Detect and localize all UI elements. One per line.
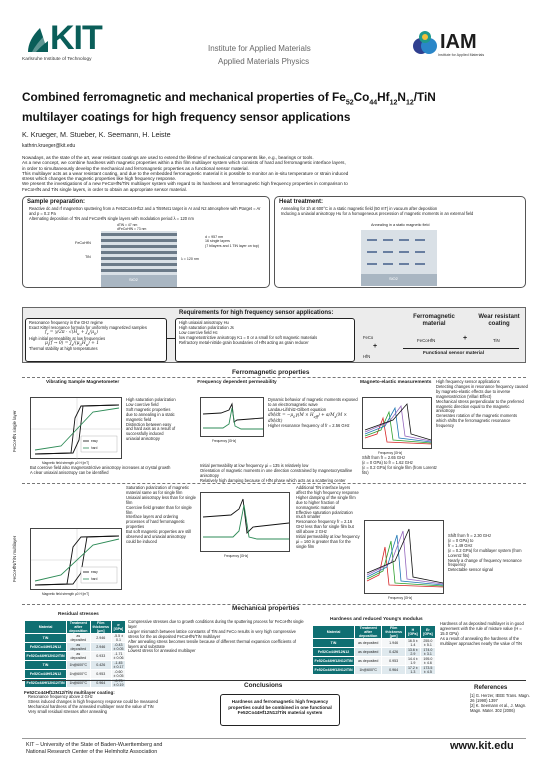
connector-arrow (167, 338, 175, 339)
vsm-plot-multilayer (30, 528, 122, 590)
table-row (25, 643, 126, 652)
table-cell: 16.5 ± 1.4 (406, 639, 421, 648)
column-title-vsm: Vibrating Sample Magnetometer (46, 380, 120, 385)
table-cell: Fe52Co44Hf12N12 (313, 648, 355, 657)
bullet: Detecting changes in resonance frequency caused by magneto-elastic effects due to inverse magnetostriction (Villari Effect) (436, 383, 528, 399)
multilayer-schematic (101, 231, 177, 287)
conclusions-box (220, 694, 340, 726)
bullet: High frequency sensor applications (436, 379, 500, 384)
table-row (313, 648, 436, 657)
table-cell: 174.0 ± 3.1 (420, 648, 435, 657)
title-part: Combined ferromagnetic and mechanical properties of Fe (22, 90, 346, 104)
summary (24, 690, 204, 715)
feco-label: FeCo (363, 335, 374, 340)
vsm-plot-single (30, 397, 122, 459)
bullet: After annealing stress becomes tensile because of different thermal expansion coefficients of layers and substrate (128, 638, 297, 649)
table-cell: 17.2 ± 1.3 (406, 666, 421, 675)
x-axis-label: Frequency [GHz] (212, 439, 237, 443)
legend-easy: easy (91, 570, 98, 574)
summary-title: Fe52Co44Hf12N12/TiN multilayer coating: (24, 690, 115, 695)
bullet: Mechanical stress perpendicular to the preferred magnetic direction equal to the magnetic anisotropy (436, 398, 524, 414)
bullet: Lowest stress for annealed multilayer (128, 648, 196, 654)
table-row (25, 652, 126, 661)
requirement-item: Resonance frequency in the GHz regime (29, 320, 103, 325)
title-sub: 12 (389, 99, 398, 107)
title-sub: 52 (345, 99, 354, 107)
x-axis-label: Frequency [GHz] (388, 596, 413, 600)
substrate-label: SiO2 (129, 277, 138, 282)
table-cell: Fe52Co44Hf12N12/TiN (25, 679, 67, 688)
institute-line2: Applied Materials Physics (218, 57, 310, 66)
hardness-bullets (440, 622, 528, 647)
table-cell: 1.946 (382, 639, 406, 648)
section-title: Sample preparation: (27, 199, 86, 205)
kit-logo-icon (22, 22, 50, 54)
table-header: Material (25, 621, 67, 634)
intro-line: Nowadays, as the state of the art, wear resistant coatings are used to extend the lifetime of mechanical components like, e.g., bearings or tools. (22, 155, 314, 160)
requirements-middle-box (175, 318, 355, 362)
sample-preparation-section (22, 196, 270, 288)
institute-line1: Institute for Applied Materials (208, 44, 311, 53)
hysteresis-curve (31, 398, 123, 460)
kit-logo-text: KIT (50, 19, 102, 57)
section-title: Conclusions (244, 682, 283, 689)
bullet: Shift from fr = 2.65 GHz (362, 455, 406, 460)
iam-logo-text: IAM (440, 31, 477, 53)
bullet: Shift from fr = 2.30 GHz (448, 533, 492, 538)
bullet: Higher damping of the single film due to higher fraction of nonmagnetic material (296, 494, 356, 510)
table-row (25, 634, 126, 643)
title-part: N (397, 90, 406, 104)
annealing-caption: Annealing in a static magnetic field (371, 223, 430, 227)
table-cell: 0.426 (90, 661, 111, 670)
bullet: Coercive field greater than for single film (126, 504, 192, 515)
bullet: Additional TiN interface layers affect the high frequency response (296, 485, 359, 495)
bullet: Mechanical hardness of the annealed multilayer near the value of TiN (28, 703, 154, 709)
bullet: (ε = 0.2 GPa) for single film (from Lorentz fits) (362, 464, 437, 475)
bullet: High saturation polarization (126, 397, 176, 402)
hardness-title: Hardness and reduced Young's modulus (330, 617, 423, 622)
plus-icon: + (463, 335, 468, 342)
table-cell: 1h@600°C (67, 661, 90, 670)
table-header: H [GPa] (406, 626, 421, 639)
requirement-item: Thermal stability at high temperatures (29, 346, 98, 352)
mag1-shift (362, 456, 438, 476)
hysteresis-curve (31, 529, 123, 591)
table-row (25, 661, 126, 670)
title-line2: multilayer coatings for high frequency sensor applications (22, 110, 351, 125)
bullet: Nearly a change of frequency resonance frequency (448, 557, 522, 568)
bullet: But soft magnetic properties are still observed and uniaxial anisotropy could be induced (126, 529, 192, 544)
bullet: Very small residual stresses after annealing (28, 708, 107, 714)
divider (22, 483, 526, 484)
bullet: Resonance frequency fr = 2.16 GHz less than for single film but still above 2 GHz (296, 519, 354, 535)
section-title: References (474, 684, 508, 691)
modulation-period: λ = 120 nm (181, 257, 199, 261)
freq1-bottom-bullets (200, 464, 358, 484)
magnetoelastic-curves (363, 398, 433, 450)
legend-hard: hard (91, 577, 98, 581)
section-title: Requirements for high frequency sensor applications: (179, 310, 334, 316)
mag2-shift (448, 534, 528, 573)
hardness-table (312, 625, 436, 675)
intro-line: As a new concept, we combine hardness with magnetic properties within a thin film multilayer system which consists of hard and ferromagnetic interface layers, (22, 160, 346, 166)
table-cell: as deposited (67, 643, 90, 652)
requirement-item: Refractory metal-nitride grain boundaries of HfN acting as grain reducer (179, 339, 309, 345)
bullet: Soft magnetic properties due to annealing in a static magnetic field (126, 406, 175, 422)
table-header: Er [GPa] (420, 626, 435, 639)
llg-equation: $dM/dt = -\mu_0\gamma(M \times H_{eff}) + \alpha/M_s(M \times dM/dt)$ (268, 411, 348, 424)
magnetoelastic-curves (365, 521, 445, 595)
requirement-item: High initial permeability at low frequencies (29, 335, 106, 341)
sample-bullet: Reactive dc and rf magnetron sputtering from a Fe52Co44Hf12 and a Ti59N41 target in Ar and N2 atmosphere with Ptarget = Ar and p = 0.2 Pa (29, 206, 261, 216)
legend-easy: easy (91, 439, 98, 443)
x-axis-label: Magnetic field strength μ0 H [mT] (42, 461, 90, 465)
table-cell: Fe52Co44Hf12N12 (25, 643, 67, 652)
table-cell: -0.43 ± 0.05 (111, 643, 125, 652)
requirement-item: High saturation polarization Js (179, 324, 234, 330)
table-cell: TiN (25, 634, 67, 643)
footer-text (26, 742, 162, 756)
vsm1-bottom-bullets (30, 466, 190, 476)
vsm2-bullets (126, 486, 196, 545)
bullet: Relatively high damping because of HfN phase which acts as a scattering center (200, 477, 346, 483)
wear-resistant-heading: Wear resistant coating (478, 314, 520, 327)
authors: K. Krueger, M. Stueber, K. Seemann, H. Leiste (22, 130, 171, 139)
annealing-schematic (361, 230, 437, 286)
title-sub: 44 (369, 99, 378, 107)
table-cell: 0.964 (90, 679, 111, 688)
plus-icon: + (373, 343, 378, 350)
bullet: Low coercive field (126, 401, 159, 407)
sample-info-line: d = 957 nm (205, 235, 224, 239)
kittel-formula: $f_r = \gamma/2\pi \cdot √(H_u + J_s/\mu_0)$ (45, 329, 99, 336)
table-header: Material (313, 626, 355, 639)
sample-info-line: 16 single layers (205, 239, 230, 244)
bullet: Compressive stresses due to growth conditions during the sputtering process for FeCoHfN single layer (128, 619, 304, 629)
sample-info-line: (7 bilayers and 1 TiN layer on top) (205, 243, 259, 248)
bullet: fr = 1.49 GHz (448, 542, 473, 548)
bullet: As a result of annealing the hardness of the multilayer approaches nearly the value of TiN (440, 635, 522, 646)
requirement-item: Low coercive field Hc (179, 329, 218, 335)
references-list (470, 694, 530, 714)
bullet: Effective saturation polarization much smaller (296, 509, 353, 520)
table-cell: 0.964 (382, 666, 406, 675)
intro-line: We present the investigations of a new FeCoHfN/TiN multilayer system with regard to its hardness and ferromagnetic high frequency properties in comparison to (22, 181, 348, 187)
permeability-plot-single (200, 397, 264, 437)
table-cell: as deposited (355, 657, 382, 666)
table-cell: 0.426 (382, 648, 406, 657)
table-header: Film thickness [μm] (90, 621, 111, 634)
table-cell: Fe52Co44Hf12N12/TiN (313, 657, 355, 666)
functional-material-label: Functional sensor material (423, 351, 485, 356)
x-axis-label: Frequency [GHz] (224, 554, 249, 558)
bullet: Uniaxial anisotropy less than for single film (126, 494, 196, 505)
divider (22, 377, 526, 378)
bullet: Detectable sensor signal (448, 567, 493, 573)
column-title-magnetoelastic: Magneto-elastic measurements (360, 380, 432, 385)
title-part: Hf (377, 90, 390, 104)
bullet: Generates rotation of the magnetic moments which shifts the ferromagnetic resonance frequency (436, 413, 518, 429)
title-part: /TiN (413, 90, 436, 104)
sample-bullet: Alternating deposition of TiN and FeCoHfN single layers with modulation period λ = 120 nm (29, 215, 194, 221)
introduction (22, 155, 530, 192)
freq2-bullets (296, 486, 360, 550)
footer-divider (22, 738, 526, 739)
table-row (313, 666, 436, 675)
legend-hard: hard (91, 446, 98, 450)
row-label-single-layer: FeCoHfN single layer (12, 410, 17, 452)
residual-stress-bullets (128, 620, 306, 654)
bullet: (ε = 0 GPa) to (448, 537, 474, 543)
ferromagnetic-material-heading: Ferromagnetic material (413, 314, 455, 327)
table-cell: TiN (25, 661, 67, 670)
bullet: (ε = 0.2 GPa) for multilayer system (from Lorentz fits) (448, 547, 522, 558)
table-cell: TiN (313, 639, 355, 648)
footer-url-link[interactable]: www.kit.edu (450, 740, 514, 752)
sample-info (205, 235, 259, 248)
title-part: Co (353, 90, 370, 104)
hfn-label: HfN (363, 354, 371, 359)
bullet: Orientation of magnetic moments in one direction constrained by magnetocrystalline anisotropy (200, 467, 353, 478)
table-cell: -0.60 ± 0.05 (111, 670, 125, 679)
heat-bullet: Annealing for 1h at 600°C in a static magnetic field (50 mT) in vacuum after deposition (281, 206, 438, 211)
magnetoelastic-plot-single (362, 397, 432, 449)
iam-logo-subtitle: Institute for Applied Materials (438, 53, 485, 57)
intro-line: FeCoHfN and TiN single layers, in order to obtain an appropriate sensor material. (22, 186, 187, 192)
column-title-permeability: Frequency dependent permeability (197, 380, 277, 385)
section-title: Ferromagnetic properties (232, 369, 310, 376)
table-cell: Fe52Co44Hf12N12/TiN (25, 652, 67, 661)
title-sub: 12 (405, 99, 414, 107)
bullet: Resonance frequency above 2 GHz (28, 694, 93, 699)
table-cell: 14.4 ± 1.9 (406, 657, 421, 666)
table-row (313, 639, 436, 648)
heat-bullet: Inducing a uniaxial anisotropy Hu for a homogeneous precession of magnetic moments in an external field (281, 210, 474, 216)
bullet: Hardness of as deposited multilayer is in good agreement with the rule of mixture value (H = 15.0 GPa) (440, 621, 524, 636)
section-title: Mechanical properties (232, 605, 300, 612)
divider (22, 680, 526, 681)
kit-logo-subtitle: Karlsruhe Institute of Technology (22, 57, 92, 62)
divider (403, 348, 519, 349)
bullet: (ε = 0 GPa) to fr = 1.62 GHz (362, 459, 413, 465)
table-cell: 2.946 (90, 643, 111, 652)
table-cell: Fe52Co44Hf12N12/TiN (313, 666, 355, 675)
table-header: Treatment after deposition (355, 626, 382, 639)
x-axis-label: Frequency [GHz] (378, 451, 403, 455)
bullet: Saturation polarization of magnetic material same as for single film (126, 485, 190, 495)
residual-stress-title: Residual stresses (58, 612, 99, 617)
bullet: Dynamic behavior of magnetic moments exposed to an electromagnetic wave (268, 397, 358, 407)
permeability-formula: $\mu_i(f \to 0) = J_s/(\mu_0H_u) + 1$ (45, 340, 100, 347)
table-header: Treatment after deposition (67, 621, 90, 634)
residual-stress-table (24, 620, 126, 688)
bullet: Larger mismatch between lattice constants of TiN and FeCo results in very high compressive stress for the as deposited FeCoHfN/TiN multilayer (128, 628, 296, 639)
table-cell: Fe52Co44Hf12N12 (25, 670, 67, 679)
table-header: σ [GPa] (111, 621, 125, 634)
reference-item: [1] G. Herzer, IEEE Trans. Magn. 26 (1990) 1397 (470, 693, 530, 703)
bullet: But coercive field also magnetostrictive anisotropy increases at crystal growth (30, 465, 171, 470)
heat-treatment-section (274, 196, 526, 288)
table-cell: 0.953 (90, 670, 111, 679)
bullet: Initial permeability at low frequency μi = 135 is relatively low (200, 463, 309, 468)
bullet: A clear uniaxial anisotropy can be identified (30, 469, 109, 475)
requirements-section (22, 307, 526, 363)
table-cell: -0.73 ± 0.19 (111, 679, 125, 688)
requirement-item: High uniaxial anisotropy Hu (179, 320, 229, 325)
table-cell: 255.0 ± 5.1 (420, 639, 435, 648)
table-row (25, 670, 126, 679)
table-header: Film thickness [μm] (382, 626, 406, 639)
reference-item: [2] K. Seemann et al., J. Magn. Magn. Mater. 302 (2006) (470, 702, 527, 713)
table-cell: as deposited (67, 634, 90, 643)
freq1-bullets (268, 398, 358, 429)
row-label-multilayer: FeCoHfN/TiN multilayer (12, 535, 17, 582)
table-cell: 1h@600°C (355, 666, 382, 675)
author-email[interactable]: kathrin.krueger@kit.edu (22, 143, 76, 149)
table-cell: -1.71 ± 0.06 (111, 652, 125, 661)
poster-title (22, 90, 526, 125)
table-cell: 195.0 ± 4.6 (420, 657, 435, 666)
footer-line: KIT – University of the State of Baden-Wuerttemberg and (26, 742, 163, 748)
conclusions-text: Hardness and ferromagnetic high frequency properties could be combined in one functional Fe52Co44Hf12N12/TiN material system (228, 699, 332, 716)
vsm1-bullets (126, 398, 178, 442)
requirement-item: low magnetostrictive anisotropy K1 = 0 or a small for soft magnetic materials (179, 334, 318, 340)
table-cell: 1h@600°C (67, 679, 90, 688)
table-row (313, 657, 436, 666)
intro-line: This multilayer acts as a wear resistant coating, and due to the embedded ferromagnetic material it is possible to monitor an in-situ temperature or strain induced (22, 170, 349, 176)
requirement-item: Exact Kittel resonance formula for uniformly magnetized samples (29, 324, 147, 330)
bullet: Distinction between easy and hard axis as a result of successfully induced uniaxial anisotropy (126, 421, 176, 442)
magnetic-moments-icon (361, 230, 437, 274)
bullet: Landau-Lifshitz-Gilbert equation (268, 406, 327, 412)
requirements-left-box (25, 318, 167, 362)
table-cell: 173.5 ± 4.5 (420, 666, 435, 675)
footer-line: National Research Center of the Helmholtz Association (26, 749, 158, 755)
bullet: Initial permeability at low frequency μi = 160 is greater than for the single film (296, 534, 360, 549)
intro-line: stress which changes the magnetic properties like high frequency response. (22, 176, 177, 182)
table-cell: 1h@600°C (67, 670, 90, 679)
table-cell: 0.953 (382, 657, 406, 666)
fecohfn-label: FeCoHfN (417, 338, 436, 343)
mag1-bullets (436, 380, 528, 429)
tin-label: TiN (493, 338, 500, 343)
magnetoelastic-plot-multilayer (364, 520, 444, 594)
thickness-fecohfn: dFeCoHfN = 73 nm (117, 227, 147, 231)
permeability-curve (201, 398, 265, 438)
layer-label-tin: TiN (85, 255, 91, 259)
bullet: Interface layers and ordering processes of hard ferromagnetic properties (126, 514, 185, 530)
table-cell: 0.933 (90, 652, 111, 661)
permeability-plot-multilayer (200, 492, 290, 552)
thickness-tin: dTiN = 47 nm (117, 223, 138, 227)
permeability-curve (201, 493, 291, 553)
table-cell: as deposited (355, 648, 382, 657)
substrate-label: SiO2 (389, 276, 398, 281)
table-cell: 2.946 (90, 634, 111, 643)
table-cell: -1.45 ± 0.17 (111, 661, 125, 670)
table-cell: 13.6 ± 2.9 (406, 648, 421, 657)
x-axis-label: Magnetic field strength μ0 H [mT] (42, 592, 90, 596)
intro-line: in order to simultaneously develop the mechanical and ferromagnetic properties as a functional sensor material. (22, 165, 249, 171)
table-cell: as deposited (67, 652, 90, 661)
header (0, 0, 544, 84)
bullet: Higher resonance frequency of fr = 2.56 GHz (268, 423, 350, 429)
section-title: Heat treatment: (279, 199, 324, 205)
table-cell: -5.5 ± 0.1 (111, 634, 125, 643)
table-cell: as deposited (355, 639, 382, 648)
iam-logo-icon (412, 30, 438, 56)
layer-label-fecohfn: FeCoHfN (75, 241, 91, 245)
bullet: Stress induced changes in high frequency response could be measured (28, 698, 158, 704)
